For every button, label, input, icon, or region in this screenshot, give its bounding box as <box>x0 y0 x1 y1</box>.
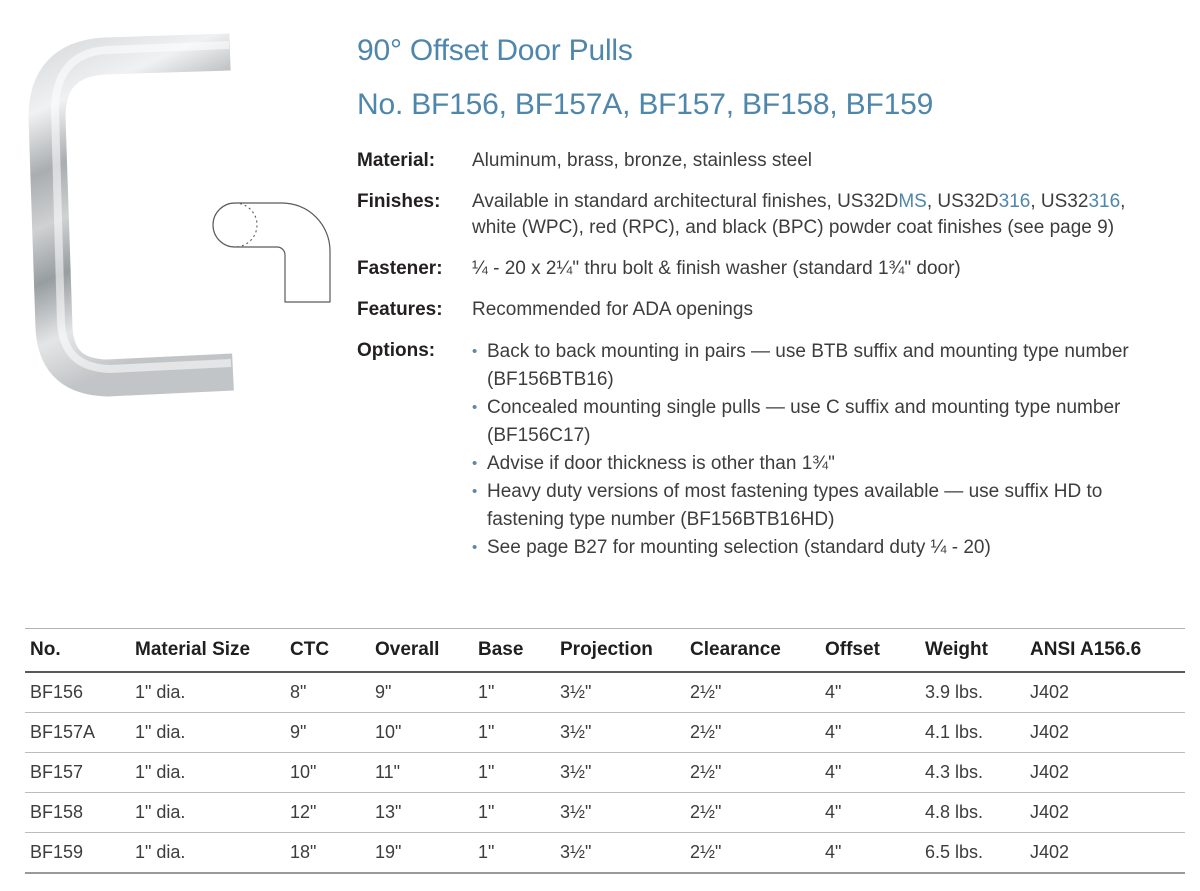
column-header: Clearance <box>690 639 781 660</box>
cell-ansi: J402 <box>1030 762 1070 782</box>
cell-overall: 11" <box>375 762 401 782</box>
column-header: Weight <box>925 639 988 660</box>
cell-ctc: 18" <box>290 842 317 862</box>
column-header: ANSI A156.6 <box>1030 639 1142 660</box>
product-spec-table <box>25 628 1185 874</box>
option-line <box>472 506 1129 534</box>
cell-offset: 4" <box>825 682 842 702</box>
spec-row-finishes <box>357 189 1177 241</box>
cell-projection: 3½" <box>560 762 592 782</box>
cell-offset: 4" <box>825 762 842 782</box>
table-row <box>25 753 1185 793</box>
column-header: Base <box>478 639 524 660</box>
cell-ctc: 10" <box>290 762 317 782</box>
bullet-icon: • <box>472 539 478 556</box>
option-text: Concealed mounting single pulls — use C suffix and mounting type number <box>487 397 1121 418</box>
cell-projection: 3½" <box>560 842 592 862</box>
finishes-text: Available in standard architectural finishes, US32D <box>472 191 899 212</box>
option-line <box>472 366 1129 394</box>
cell-weight: 4.1 lbs. <box>925 722 984 742</box>
spec-value-features: Recommended for ADA openings <box>472 299 753 320</box>
spec-row-features <box>357 297 1177 323</box>
table-row <box>25 833 1185 874</box>
table-body <box>25 673 1185 874</box>
cell-ansi: J402 <box>1030 802 1070 822</box>
bullet-icon <box>472 366 487 394</box>
table-row <box>25 713 1185 753</box>
option-line <box>472 450 1129 478</box>
cell-clearance: 2½" <box>690 682 722 702</box>
cell-ansi: J402 <box>1030 722 1070 742</box>
cell-base: 1" <box>478 842 495 862</box>
cell-ctc: 8" <box>290 682 307 702</box>
cell-base: 1" <box>478 682 495 702</box>
cell-no: BF158 <box>30 802 84 822</box>
cell-material-size: 1" dia. <box>135 802 186 822</box>
finishes-text: , <box>1120 191 1126 212</box>
column-header: Overall <box>375 639 440 660</box>
cell-weight: 6.5 lbs. <box>925 842 984 862</box>
page-title: 90° Offset Door Pulls <box>357 34 633 67</box>
spec-row-options <box>357 338 1177 562</box>
bullet-icon: • <box>472 399 478 416</box>
option-text: Back to back mounting in pairs — use BTB suffix and mounting type number <box>487 341 1129 362</box>
cell-overall: 19" <box>375 842 402 862</box>
option-text: See page B27 for mounting selection (standard duty ¼ - 20) <box>487 537 991 558</box>
cell-offset: 4" <box>825 802 842 822</box>
cell-base: 1" <box>478 802 495 822</box>
option-line <box>472 394 1129 422</box>
bullet-icon <box>472 506 487 534</box>
cell-overall: 9" <box>375 682 392 702</box>
option-text: fastening type number (BF156BTB16HD) <box>487 509 835 530</box>
spec-row-material <box>357 148 1177 174</box>
cell-ctc: 9" <box>290 722 307 742</box>
column-header: No. <box>30 639 61 660</box>
bullet-icon: • <box>472 343 478 360</box>
cell-projection: 3½" <box>560 722 592 742</box>
finish-code-accent: 316 <box>998 191 1031 212</box>
content-column <box>357 34 1177 577</box>
cell-clearance: 2½" <box>690 762 722 782</box>
cell-base: 1" <box>478 762 495 782</box>
option-line <box>472 422 1129 450</box>
cell-base: 1" <box>478 722 495 742</box>
spec-value-finishes <box>472 189 1125 241</box>
cell-overall: 13" <box>375 802 402 822</box>
cell-clearance: 2½" <box>690 802 722 822</box>
page-subtitle-model-numbers: No. BF156, BF157A, BF157, BF158, BF159 <box>357 88 934 121</box>
option-text: (BF156C17) <box>487 425 591 446</box>
finish-code-accent: MS <box>898 191 927 212</box>
spec-label-fastener: Fastener: <box>357 258 443 279</box>
cell-offset: 4" <box>825 722 842 742</box>
spec-label-options: Options: <box>357 340 436 361</box>
cell-no: BF156 <box>30 682 84 702</box>
cell-offset: 4" <box>825 842 842 862</box>
cell-material-size: 1" dia. <box>135 682 186 702</box>
spec-label-material: Material: <box>357 150 436 171</box>
bullet-icon: • <box>472 455 478 472</box>
spec-row-fastener <box>357 256 1177 282</box>
option-line <box>472 338 1129 366</box>
column-header: Projection <box>560 639 653 660</box>
finishes-line2: white (WPC), red (RPC), and black (BPC) powder coat finishes (see page 9) <box>472 217 1115 238</box>
finish-code-accent: 316 <box>1088 191 1121 212</box>
cell-weight: 4.3 lbs. <box>925 762 984 782</box>
table-header-row <box>25 628 1185 673</box>
column-header: Offset <box>825 639 880 660</box>
options-list <box>472 338 1129 562</box>
cell-clearance: 2½" <box>690 722 722 742</box>
cell-weight: 3.9 lbs. <box>925 682 984 702</box>
finishes-text: , US32D <box>926 191 999 212</box>
cell-ansi: J402 <box>1030 682 1070 702</box>
table-row <box>25 793 1185 833</box>
cell-material-size: 1" dia. <box>135 722 186 742</box>
cell-no: BF159 <box>30 842 84 862</box>
cell-no: BF157 <box>30 762 84 782</box>
option-line <box>472 478 1129 506</box>
option-text: Advise if door thickness is other than 1¾" <box>487 453 835 474</box>
cell-no: BF157A <box>30 722 96 742</box>
finishes-line1 <box>472 189 1125 215</box>
option-line <box>472 534 1129 562</box>
cell-overall: 10" <box>375 722 402 742</box>
bullet-icon: • <box>472 483 478 500</box>
cell-weight: 4.8 lbs. <box>925 802 984 822</box>
cell-projection: 3½" <box>560 802 592 822</box>
spec-label-features: Features: <box>357 299 443 320</box>
option-text: (BF156BTB16) <box>487 369 614 390</box>
cell-material-size: 1" dia. <box>135 842 186 862</box>
finishes-text: , US32 <box>1030 191 1089 212</box>
cell-ansi: J402 <box>1030 842 1070 862</box>
bullet-icon <box>472 422 487 450</box>
cell-clearance: 2½" <box>690 842 722 862</box>
column-header: Material Size <box>135 639 251 660</box>
table-row <box>25 673 1185 713</box>
option-text: Heavy duty versions of most fastening types available — use suffix HD to <box>487 481 1103 502</box>
spec-value-fastener: ¼ - 20 x 2¼" thru bolt & finish washer (standard 1¾" door) <box>472 258 961 279</box>
cell-ctc: 12" <box>290 802 317 822</box>
cell-material-size: 1" dia. <box>135 762 186 782</box>
pull-profile-diagram <box>200 190 340 310</box>
spec-label-finishes: Finishes: <box>357 191 441 212</box>
spec-value-material: Aluminum, brass, bronze, stainless steel <box>472 150 813 171</box>
cell-projection: 3½" <box>560 682 592 702</box>
column-header: CTC <box>290 639 330 660</box>
